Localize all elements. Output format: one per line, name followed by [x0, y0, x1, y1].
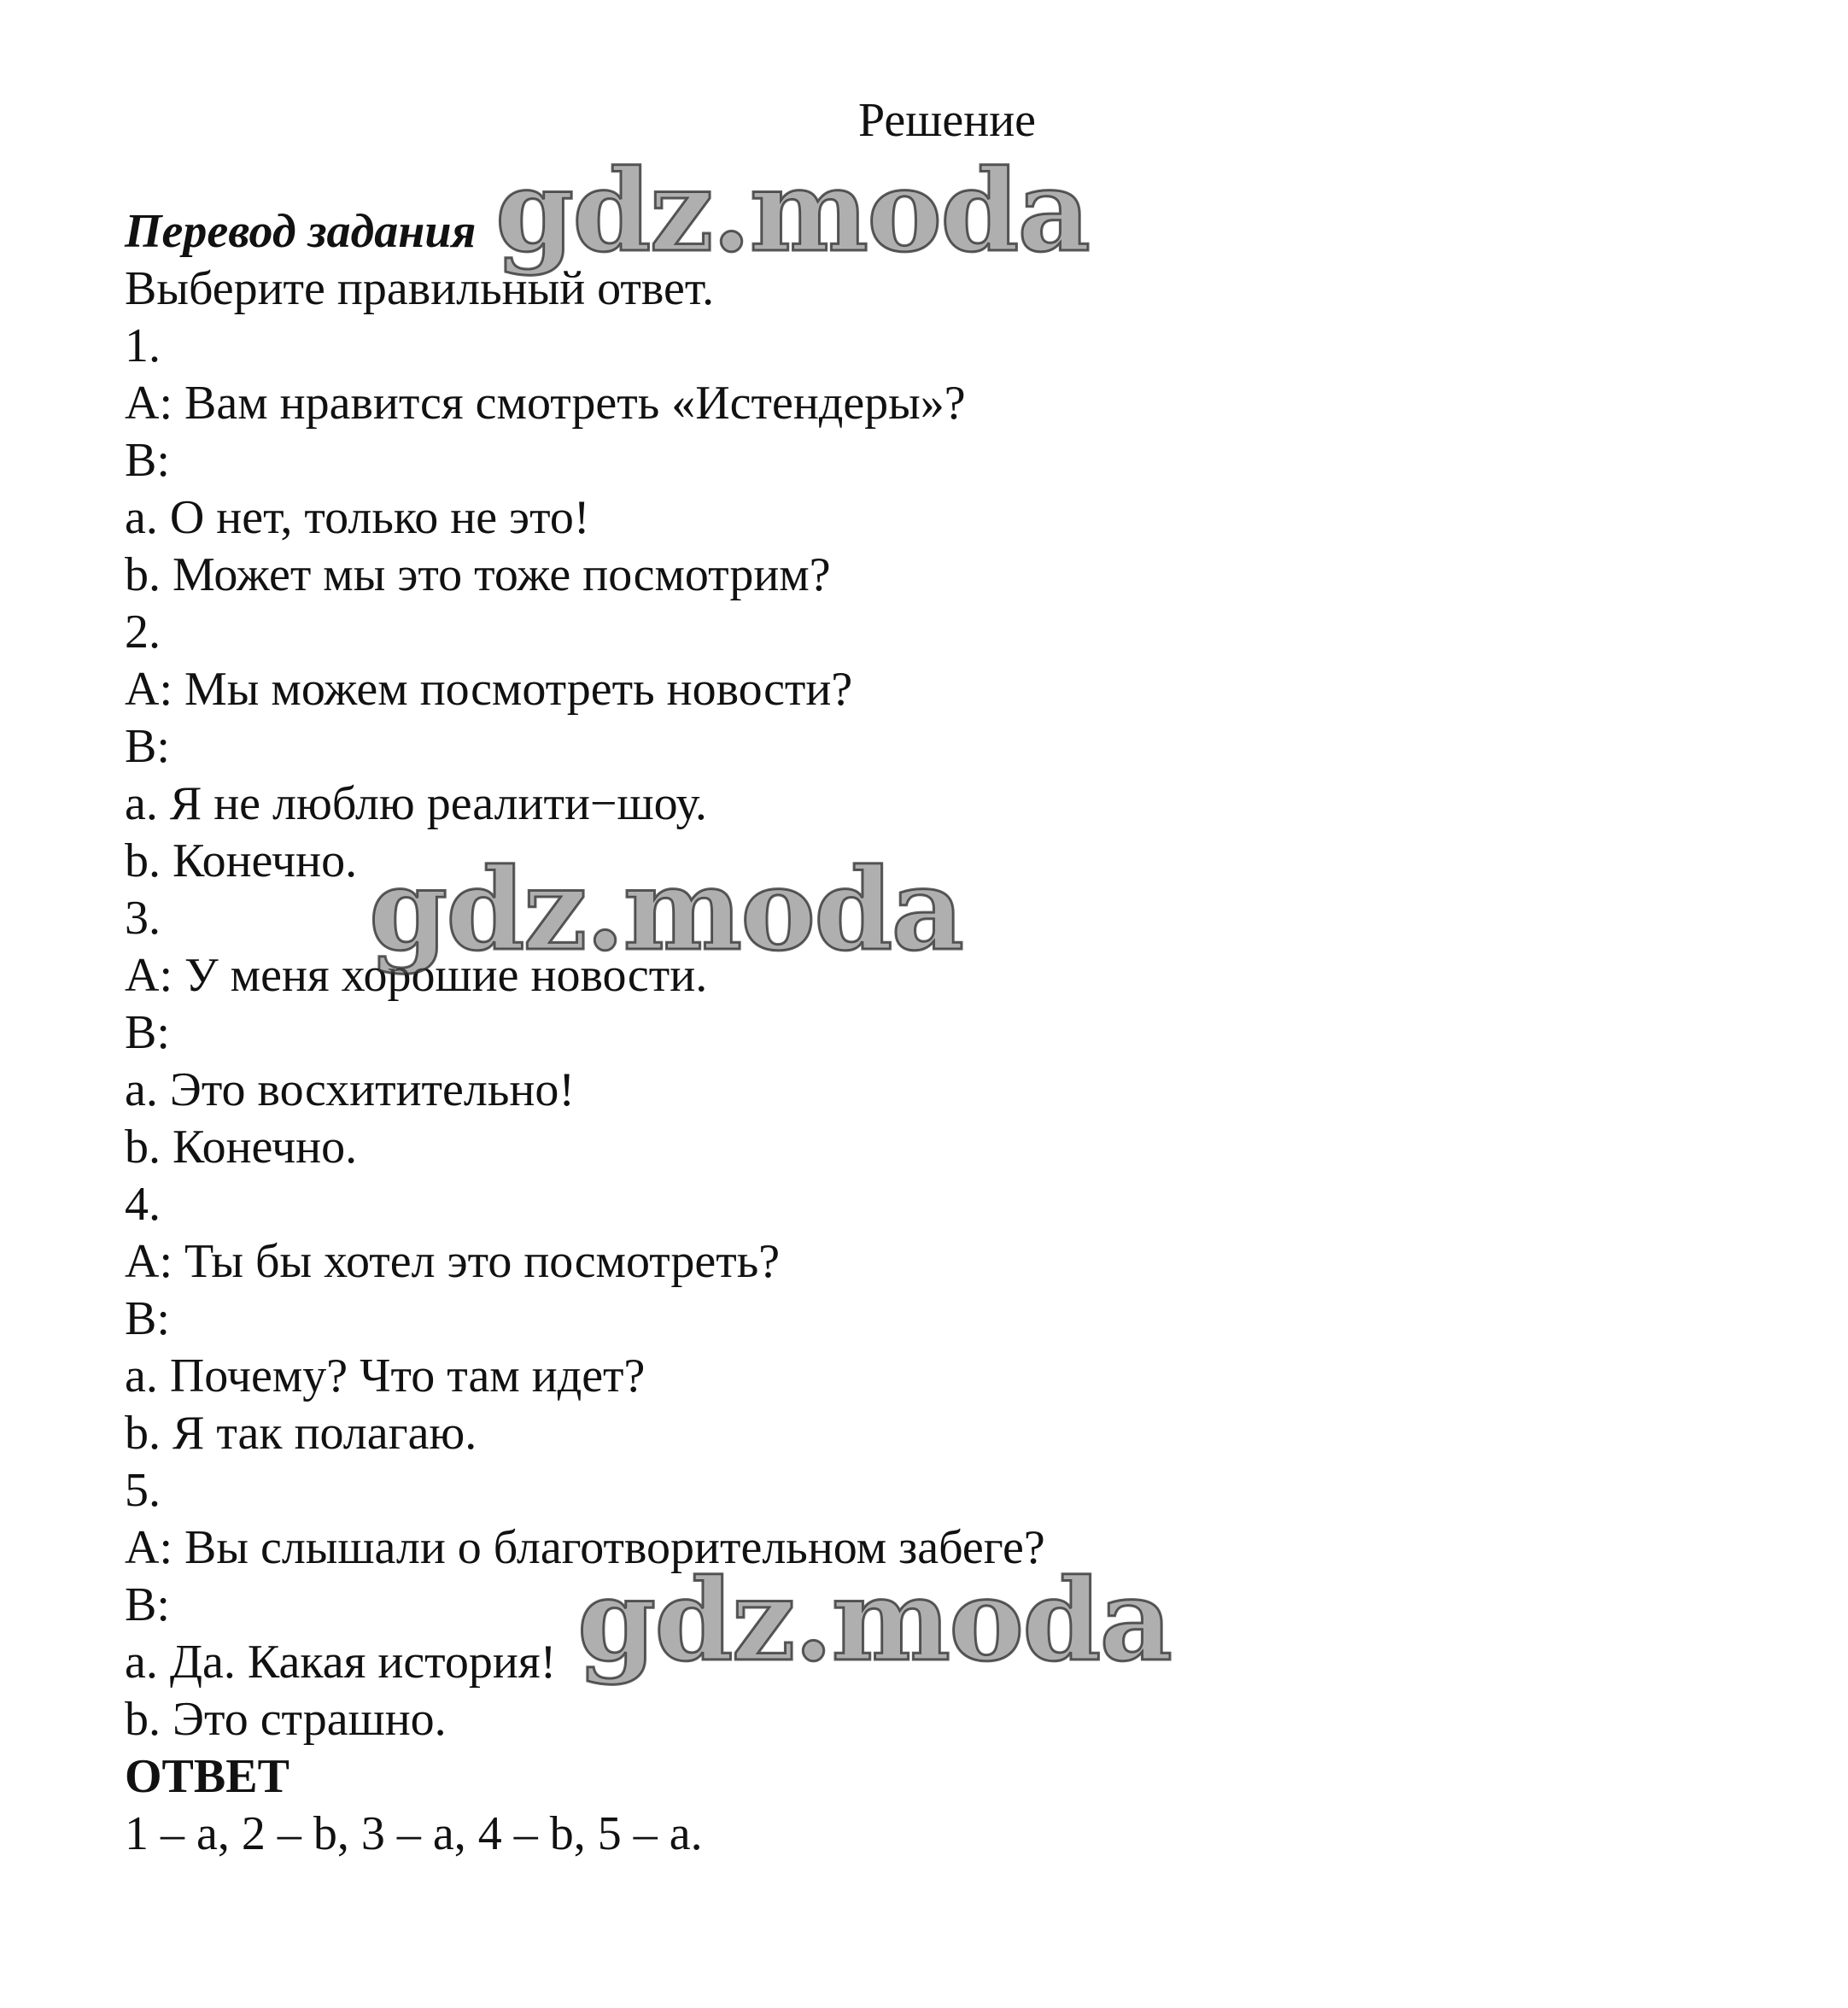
question-number: 3.: [125, 892, 161, 945]
question-3: [125, 890, 1747, 1176]
question-4: [125, 1176, 1747, 1462]
option-b: b. Конечно.: [125, 834, 358, 887]
option-a: a. Я не люблю реалити−шоу.: [125, 777, 707, 830]
option-b: b. Конечно.: [125, 1121, 358, 1174]
question-number: 5.: [125, 1464, 161, 1517]
speaker-a-line: A: Вам нравится смотреть «Истендеры»?: [125, 377, 966, 430]
option-a: a. Да. Какая история!: [125, 1636, 557, 1689]
speaker-b-line: B:: [125, 1006, 170, 1059]
option-a: a. О нет, только не это!: [125, 491, 590, 544]
answer-title: ОТВЕТ: [125, 1750, 289, 1803]
question-number: 1.: [125, 319, 161, 372]
speaker-b-line: B:: [125, 1578, 170, 1631]
option-b: b. Может мы это тоже посмотрим?: [125, 548, 831, 601]
question-1: [125, 318, 1747, 604]
speaker-b-line: B:: [125, 1292, 170, 1345]
speaker-b-line: B:: [125, 434, 170, 487]
speaker-a-line: A: Вы слышали о благотворительном забеге?: [125, 1521, 1045, 1574]
speaker-b-line: B:: [125, 720, 170, 773]
option-a: a. Это восхитительно!: [125, 1063, 575, 1116]
translation-subtitle: Перевод задания: [125, 205, 477, 258]
watermark-logo: gdz.moda: [369, 844, 963, 976]
option-b: b. Это страшно.: [125, 1693, 447, 1746]
option-b: b. Я так полагаю.: [125, 1407, 477, 1460]
option-a: a. Почему? Что там идет?: [125, 1349, 646, 1402]
question-number: 2.: [125, 606, 161, 659]
speaker-a-line: A: У меня хорошие новости.: [125, 949, 708, 1002]
question-5: [125, 1462, 1747, 1748]
watermark-logo: gdz.moda: [495, 145, 1090, 278]
answer-text: 1 – a, 2 – b, 3 – a, 4 – b, 5 – a.: [125, 1807, 703, 1860]
speaker-a-line: A: Мы можем посмотреть новости?: [125, 663, 853, 716]
solution-content: [125, 203, 1747, 1863]
question-2: [125, 604, 1747, 890]
instruction-text: Выберите правильный ответ.: [125, 262, 715, 315]
question-number: 4.: [125, 1178, 161, 1231]
speaker-a-line: A: Ты бы хотел это посмотреть?: [125, 1235, 781, 1288]
watermark-logo: gdz.moda: [577, 1554, 1172, 1687]
page-heading: Решение: [858, 94, 1037, 147]
